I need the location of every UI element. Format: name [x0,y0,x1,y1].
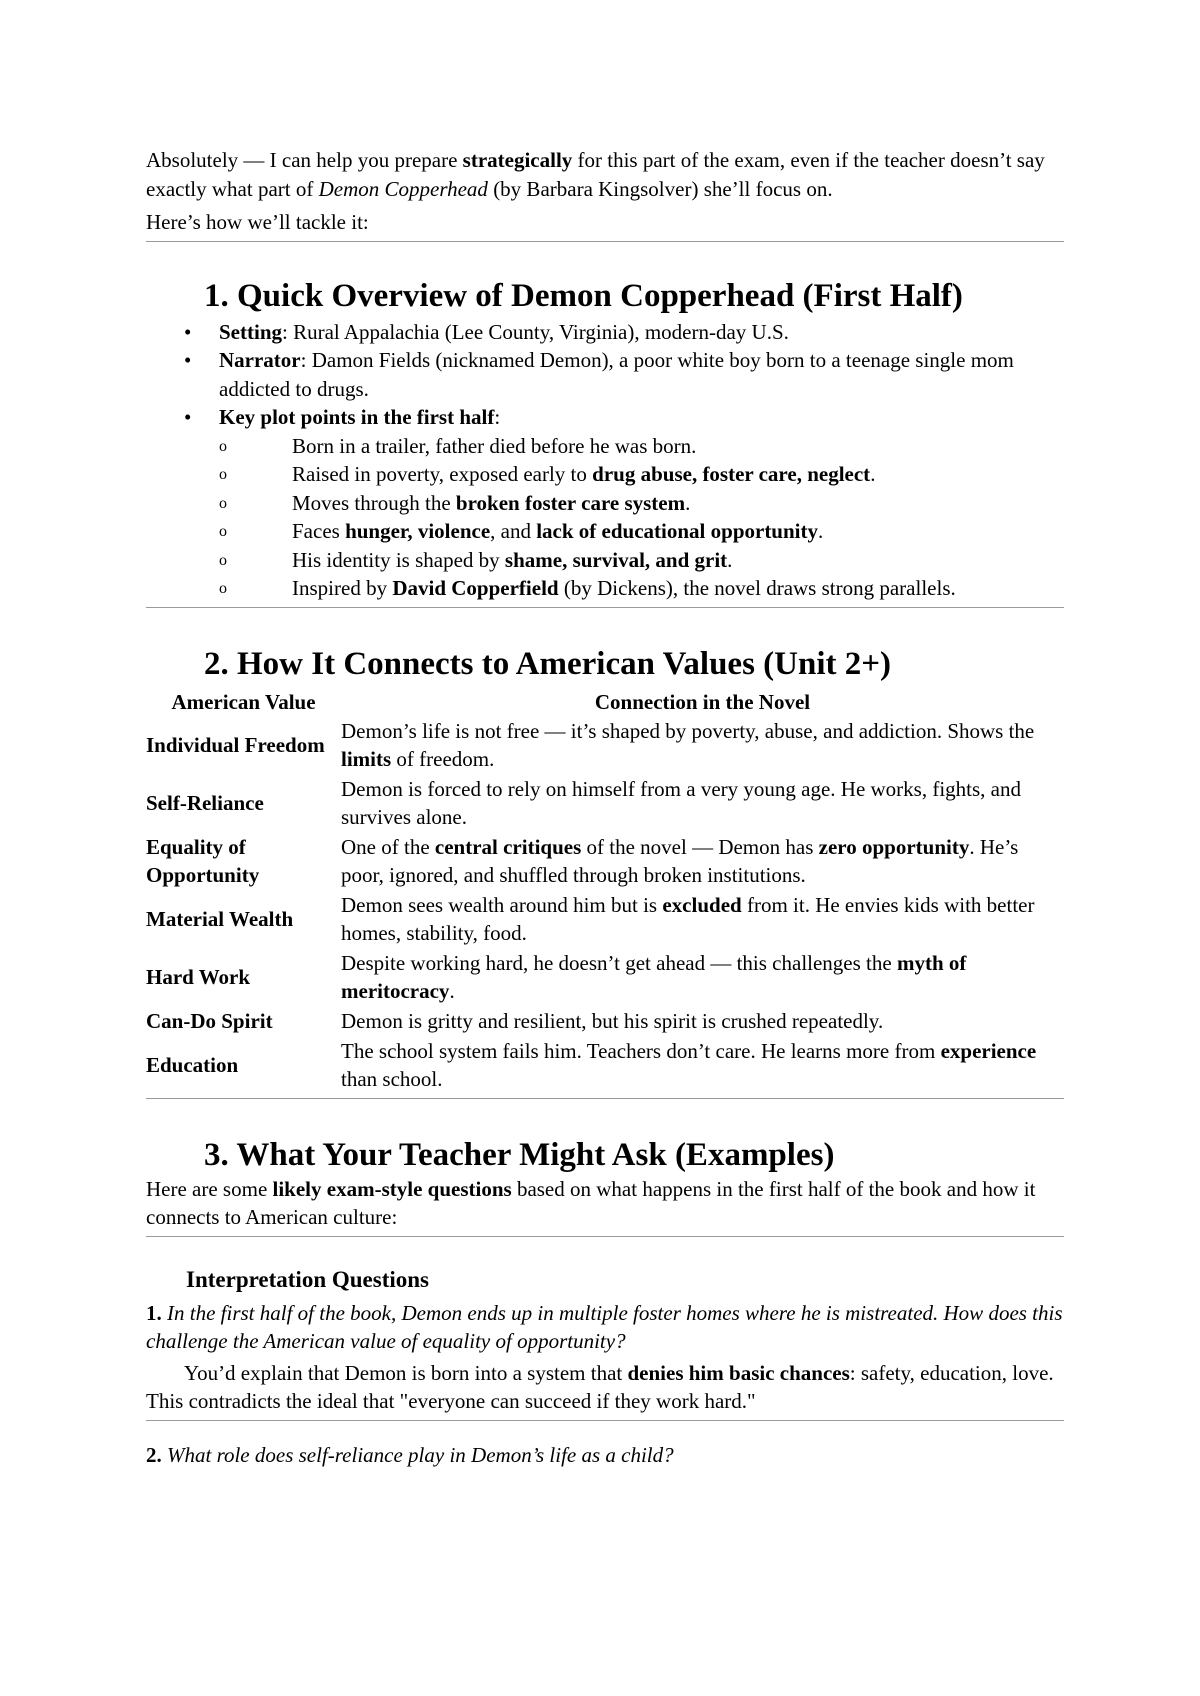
list-item-plot [146,403,1064,432]
answer-1 [146,1359,1064,1416]
question-2 [146,1441,1064,1470]
section-3-intro [146,1175,1064,1232]
cell-text: Demon is gritty and resilient, but his spirit is crushed repeatedly. [341,1008,884,1033]
column-header-value: American Value [171,689,316,714]
sub-text: . [870,462,876,486]
intro-text: for this part of the exam, even if the teacher doesn’t say exactly what part of [146,148,1045,201]
divider [146,1098,1064,1099]
sub-text: . [818,519,824,543]
value-cell: Can-Do Spirit [146,1008,273,1033]
value-cell: Equality of Opportunity [146,834,260,887]
sub-text: Raised in poverty, exposed early to [292,462,593,486]
sub-text: , and [490,519,537,543]
section-3-heading: 3. What Your Teacher Might Ask (Examples) [204,1136,835,1173]
sub-text: Moves through the [292,490,456,515]
cell-text: . [449,978,455,1003]
cell-text: Demon sees wealth around him but is [341,892,663,917]
sub-bold: lack of educational opportunity [536,519,818,543]
cell-bold: zero opportunity [818,834,970,859]
plot-label: Key plot points in the first half [219,405,495,429]
intro-text: Here are some [146,1176,273,1201]
sub-text: Inspired by [292,576,393,600]
divider [146,1420,1064,1421]
sub-item [219,574,1064,603]
sub-bold: drug abuse [592,462,692,486]
list-item-narrator [146,346,1064,403]
narrator-text: : Damon Fields (nicknamed Demon), a poor white boy born to a teenage single mom addicted to drugs. [219,348,1014,401]
intro-bold: strategically [462,148,573,172]
list-item-setting [146,318,1064,347]
value-cell: Material Wealth [146,906,294,931]
divider [146,607,1064,608]
cell-bold: experience [940,1038,1037,1063]
question-number: 1. [146,1300,162,1325]
sub-bold: shame, survival, and grit [504,547,728,572]
setting-label: Setting [219,319,282,344]
sub-text: (by Dickens), the novel draws strong parallels. [558,576,956,600]
connection-cell [341,832,1064,890]
sub-item [219,517,1064,546]
value-cell: Education [146,1052,239,1077]
question-number: 2. [146,1442,162,1467]
divider [146,241,1064,242]
cell-text: The school system fails him. Teachers don’t care. He learns more from [341,1038,941,1063]
connection-cell [341,1036,1064,1094]
sub-text: . [727,547,733,572]
sub-item [219,489,1064,518]
book-title-italic: Demon Copperhead [318,176,488,201]
intro-text: (by Barbara Kingsolver) she’ll focus on. [487,176,833,201]
intro-paragraph [146,146,1064,203]
connection-cell [341,890,1064,948]
sub-item [219,460,1064,489]
question-1 [146,1299,1064,1356]
sub-text: His identity is shaped by [292,547,505,572]
intro-text: Absolutely — I can help you prepare [146,148,463,172]
values-table [146,688,1064,1094]
cell-text: of freedom. [391,746,495,771]
divider [146,1236,1064,1237]
table-header-row [146,688,1064,716]
sub-text: Born in a trailer, father died before he was born. [292,433,697,458]
narrator-label: Narrator [219,348,301,372]
document-content [146,146,1064,1469]
answer-text: You’d explain that Demon is born into a system that [184,1360,628,1385]
question-text: What role does self-reliance play in Demon’s life as a child? [167,1442,674,1467]
value-cell: Individual Freedom [146,732,325,757]
cell-text: from it. He envies kids with better homes, stability, food. [341,892,1035,945]
plot-sublist [219,432,1064,603]
cell-bold: limits [341,746,392,771]
section-2-heading: 2. How It Connects to American Values (Unit 2+) [204,645,892,682]
sub-bold: hunger, violence [345,519,491,543]
table-row [146,716,1064,774]
cell-bold: central critiques [434,834,582,859]
cell-text: Demon’s life is not free — it’s shaped by poverty, abuse, and addiction. Shows the [341,718,1035,743]
connection-cell [341,716,1064,774]
table-row [146,1036,1064,1094]
interpretation-subheading: Interpretation Questions [186,1266,429,1292]
cell-text: of the novel — Demon has [581,834,819,859]
intro-bold: likely exam-style questions [272,1176,512,1201]
table-row [146,1006,1064,1036]
table-row [146,774,1064,832]
plot-colon: : [494,405,501,429]
table-row [146,948,1064,1006]
sub-item [219,432,1064,461]
cell-bold: excluded [662,892,742,917]
connection-cell [341,774,1064,832]
sub-text: . [685,490,691,515]
cell-text: . He’s poor, ignored, and shuffled through broken institutions. [341,834,1019,887]
table-row [146,890,1064,948]
value-cell: Hard Work [146,964,251,989]
sub-bold: foster care [702,462,797,486]
sub-text: Faces [292,519,346,543]
setting-text: : Rural Appalachia (Lee County, Virginia), modern-day U.S. [282,319,789,344]
sub-bold: , [796,462,808,486]
column-header-connection: Connection in the Novel [594,689,811,714]
sub-bold: neglect [807,462,871,486]
intro-text: based on what happens in the first half of the book and how it connects to American culture: [146,1176,1036,1229]
sub-bold: David Copperfield [392,576,559,600]
cell-text: One of the [341,834,435,859]
sub-item [219,546,1064,575]
sub-bold: , [691,462,703,486]
cell-text: Demon is forced to rely on himself from a very young age. He works, fights, and survives alone. [341,776,1021,829]
cell-text: Despite working hard, he doesn’t get ahead — this challenges the [341,950,897,975]
connection-cell [341,948,1064,1006]
answer-bold: denies him basic chances [627,1360,850,1385]
intro-tackle: Here’s how we’ll tackle it: [146,210,369,234]
sub-bold: broken foster care system [455,490,686,515]
overview-list [146,318,1064,432]
answer-text: : safety, education, love. This contradicts the ideal that "everyone can succeed if they work hard." [146,1360,1054,1413]
cell-bold: myth of meritocracy [341,950,967,1003]
value-cell: Self-Reliance [146,790,264,815]
cell-text: than school. [341,1066,443,1091]
table-row [146,832,1064,890]
question-text: In the first half of the book, Demon ends up in multiple foster homes where he is mistreated. How does this challenge the American value of equality of opportunity? [146,1300,1063,1353]
section-1-heading: 1. Quick Overview of Demon Copperhead (First Half) [204,277,963,314]
connection-cell [341,1006,1064,1036]
